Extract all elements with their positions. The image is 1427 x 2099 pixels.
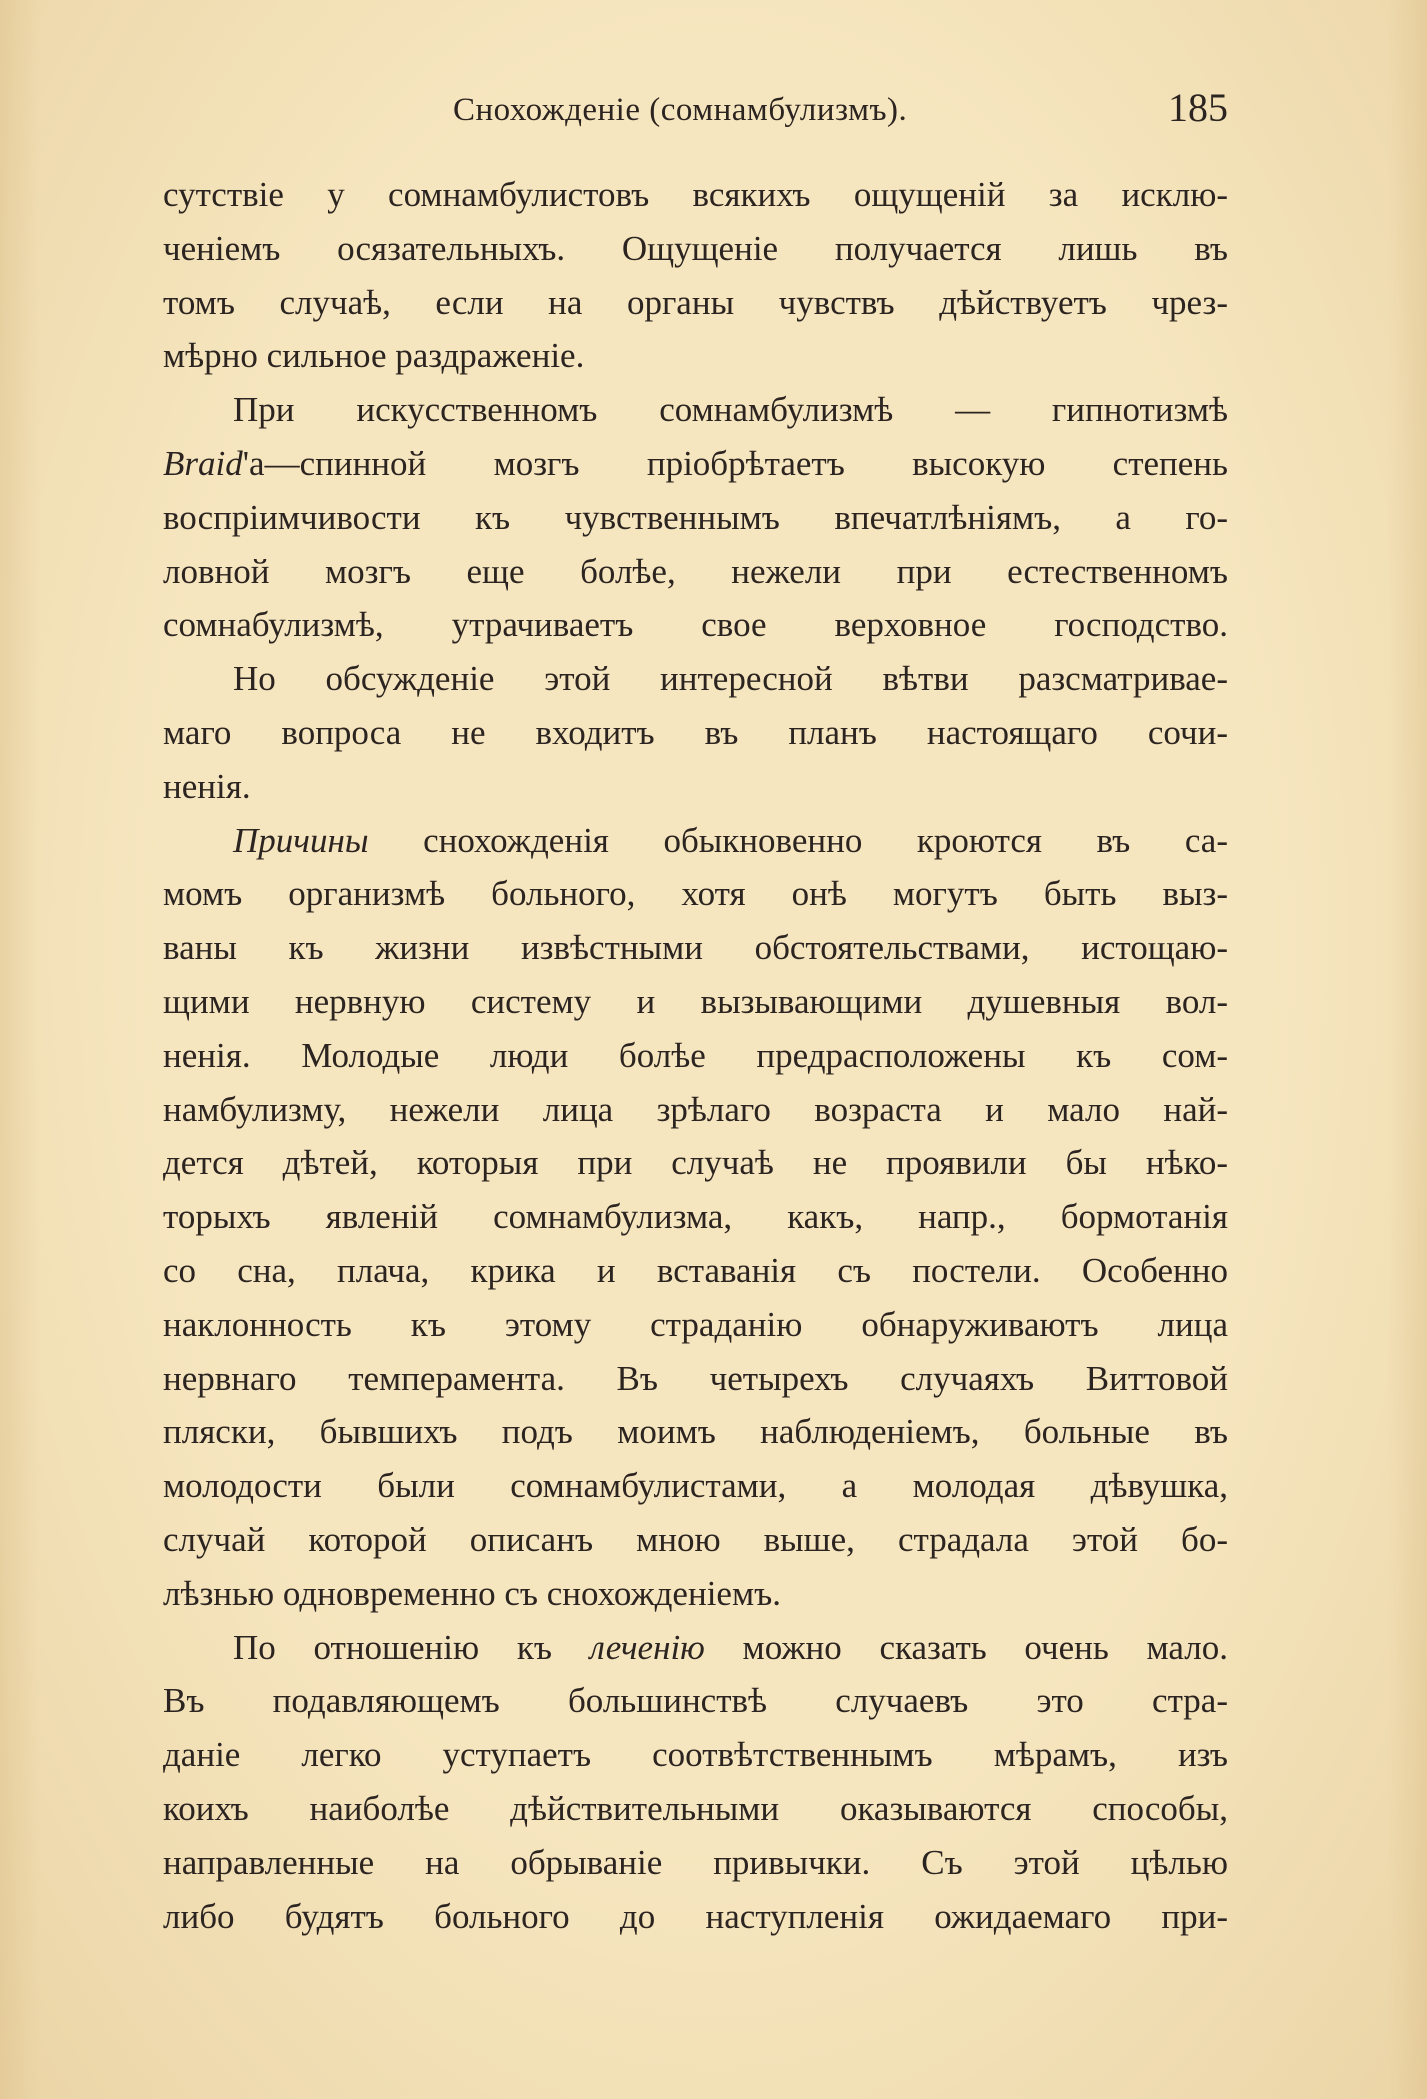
text-line: Но обсужденіе этой интересной вѣтви разсматривае- xyxy=(233,659,1228,699)
text-line: случай которой описанъ мною выше, страдала этой бо- xyxy=(163,1519,1228,1559)
italic-term-lecheniyu: леченію xyxy=(589,1627,705,1667)
text-line: томъ случаѣ, если на органы чувствъ дѣйствуетъ чрез- xyxy=(163,282,1228,322)
text-line: ненія. xyxy=(163,766,251,806)
italic-term-prichiny: Причины xyxy=(233,820,369,860)
text-line: со сна, плача, крика и вставанія съ постели. Особенно xyxy=(163,1250,1228,1290)
text-line: сомнабулизмѣ, утрачиваетъ свое верховное господство. xyxy=(163,605,1228,645)
text-line: молодости были сомнамбулистами, а молодая дѣвушка, xyxy=(163,1466,1228,1506)
text-line: Причины снохожденія обыкновенно кроются въ са- xyxy=(233,820,1228,860)
text-line: торыхъ явленій сомнамбулизма, какъ, напр., бормотанія xyxy=(163,1197,1228,1237)
running-title: Снохожденіе (сомнамбулизмъ). xyxy=(453,92,908,128)
text-line: направленные на обрываніе привычки. Съ этой цѣлью xyxy=(163,1842,1228,1882)
text-line: По отношенію къ леченію можно сказать очень мало. xyxy=(233,1627,1228,1667)
text-line: намбулизму, нежели лица зрѣлаго возраста и мало най- xyxy=(163,1089,1228,1129)
page-number: 185 xyxy=(1168,85,1228,130)
text-line: даніе легко уступаетъ соотвѣтственнымъ мѣрамъ, изъ xyxy=(163,1735,1228,1775)
text-line: ловной мозгъ еще болѣе, нежели при естественномъ xyxy=(163,551,1228,591)
text-line: Въ подавляющемъ большинствѣ случаевъ это стра- xyxy=(163,1681,1228,1721)
text-line: лѣзнью одновременно съ снохожденіемъ. xyxy=(163,1573,781,1613)
text-line: щими нервную систему и вызывающими душевныя вол- xyxy=(163,981,1228,1021)
text-line: мѣрно сильное раздраженіе. xyxy=(163,336,585,376)
italic-name-braid: Braid xyxy=(163,443,243,483)
text-line: При искусственномъ сомнамбулизмѣ — гипнотизмѣ xyxy=(233,390,1228,430)
text-line: ченіемъ осязательныхъ. Ощущеніе получается лишь въ xyxy=(163,228,1228,268)
text-line: наклонность къ этому страданію обнаруживаютъ лица xyxy=(163,1304,1228,1344)
text-line: либо будятъ больного до наступленія ожидаемаго при- xyxy=(163,1896,1228,1936)
text-line: пляски, бывшихъ подъ моимъ наблюденіемъ, больные въ xyxy=(163,1412,1228,1452)
text-line: ваны къ жизни извѣстными обстоятельствами, истощаю- xyxy=(163,928,1228,968)
text-line: ненія. Молодые люди болѣе предрасположены къ сом- xyxy=(163,1035,1228,1075)
text-line: нервнаго темперамента. Въ четырехъ случаяхъ Виттовой xyxy=(163,1358,1228,1398)
body-text xyxy=(163,168,1228,1943)
text-line: момъ организмѣ больного, хотя онѣ могутъ быть выз- xyxy=(163,874,1228,914)
text-line: воспріимчивости къ чувственнымъ впечатлѣніямъ, а го- xyxy=(163,497,1228,537)
page-header xyxy=(163,82,1228,134)
text-line: маго вопроса не входитъ въ планъ настоящаго сочи- xyxy=(163,712,1228,752)
text-line: коихъ наиболѣе дѣйствительными оказываются способы, xyxy=(163,1788,1228,1828)
text-line: Braid'а—спинной мозгъ пріобрѣтаетъ высокую степень xyxy=(163,443,1228,483)
text-line: сутствіе у сомнамбулистовъ всякихъ ощущеній за исклю- xyxy=(163,175,1228,214)
text-line: дется дѣтей, которыя при случаѣ не проявили бы нѣко- xyxy=(163,1143,1228,1183)
